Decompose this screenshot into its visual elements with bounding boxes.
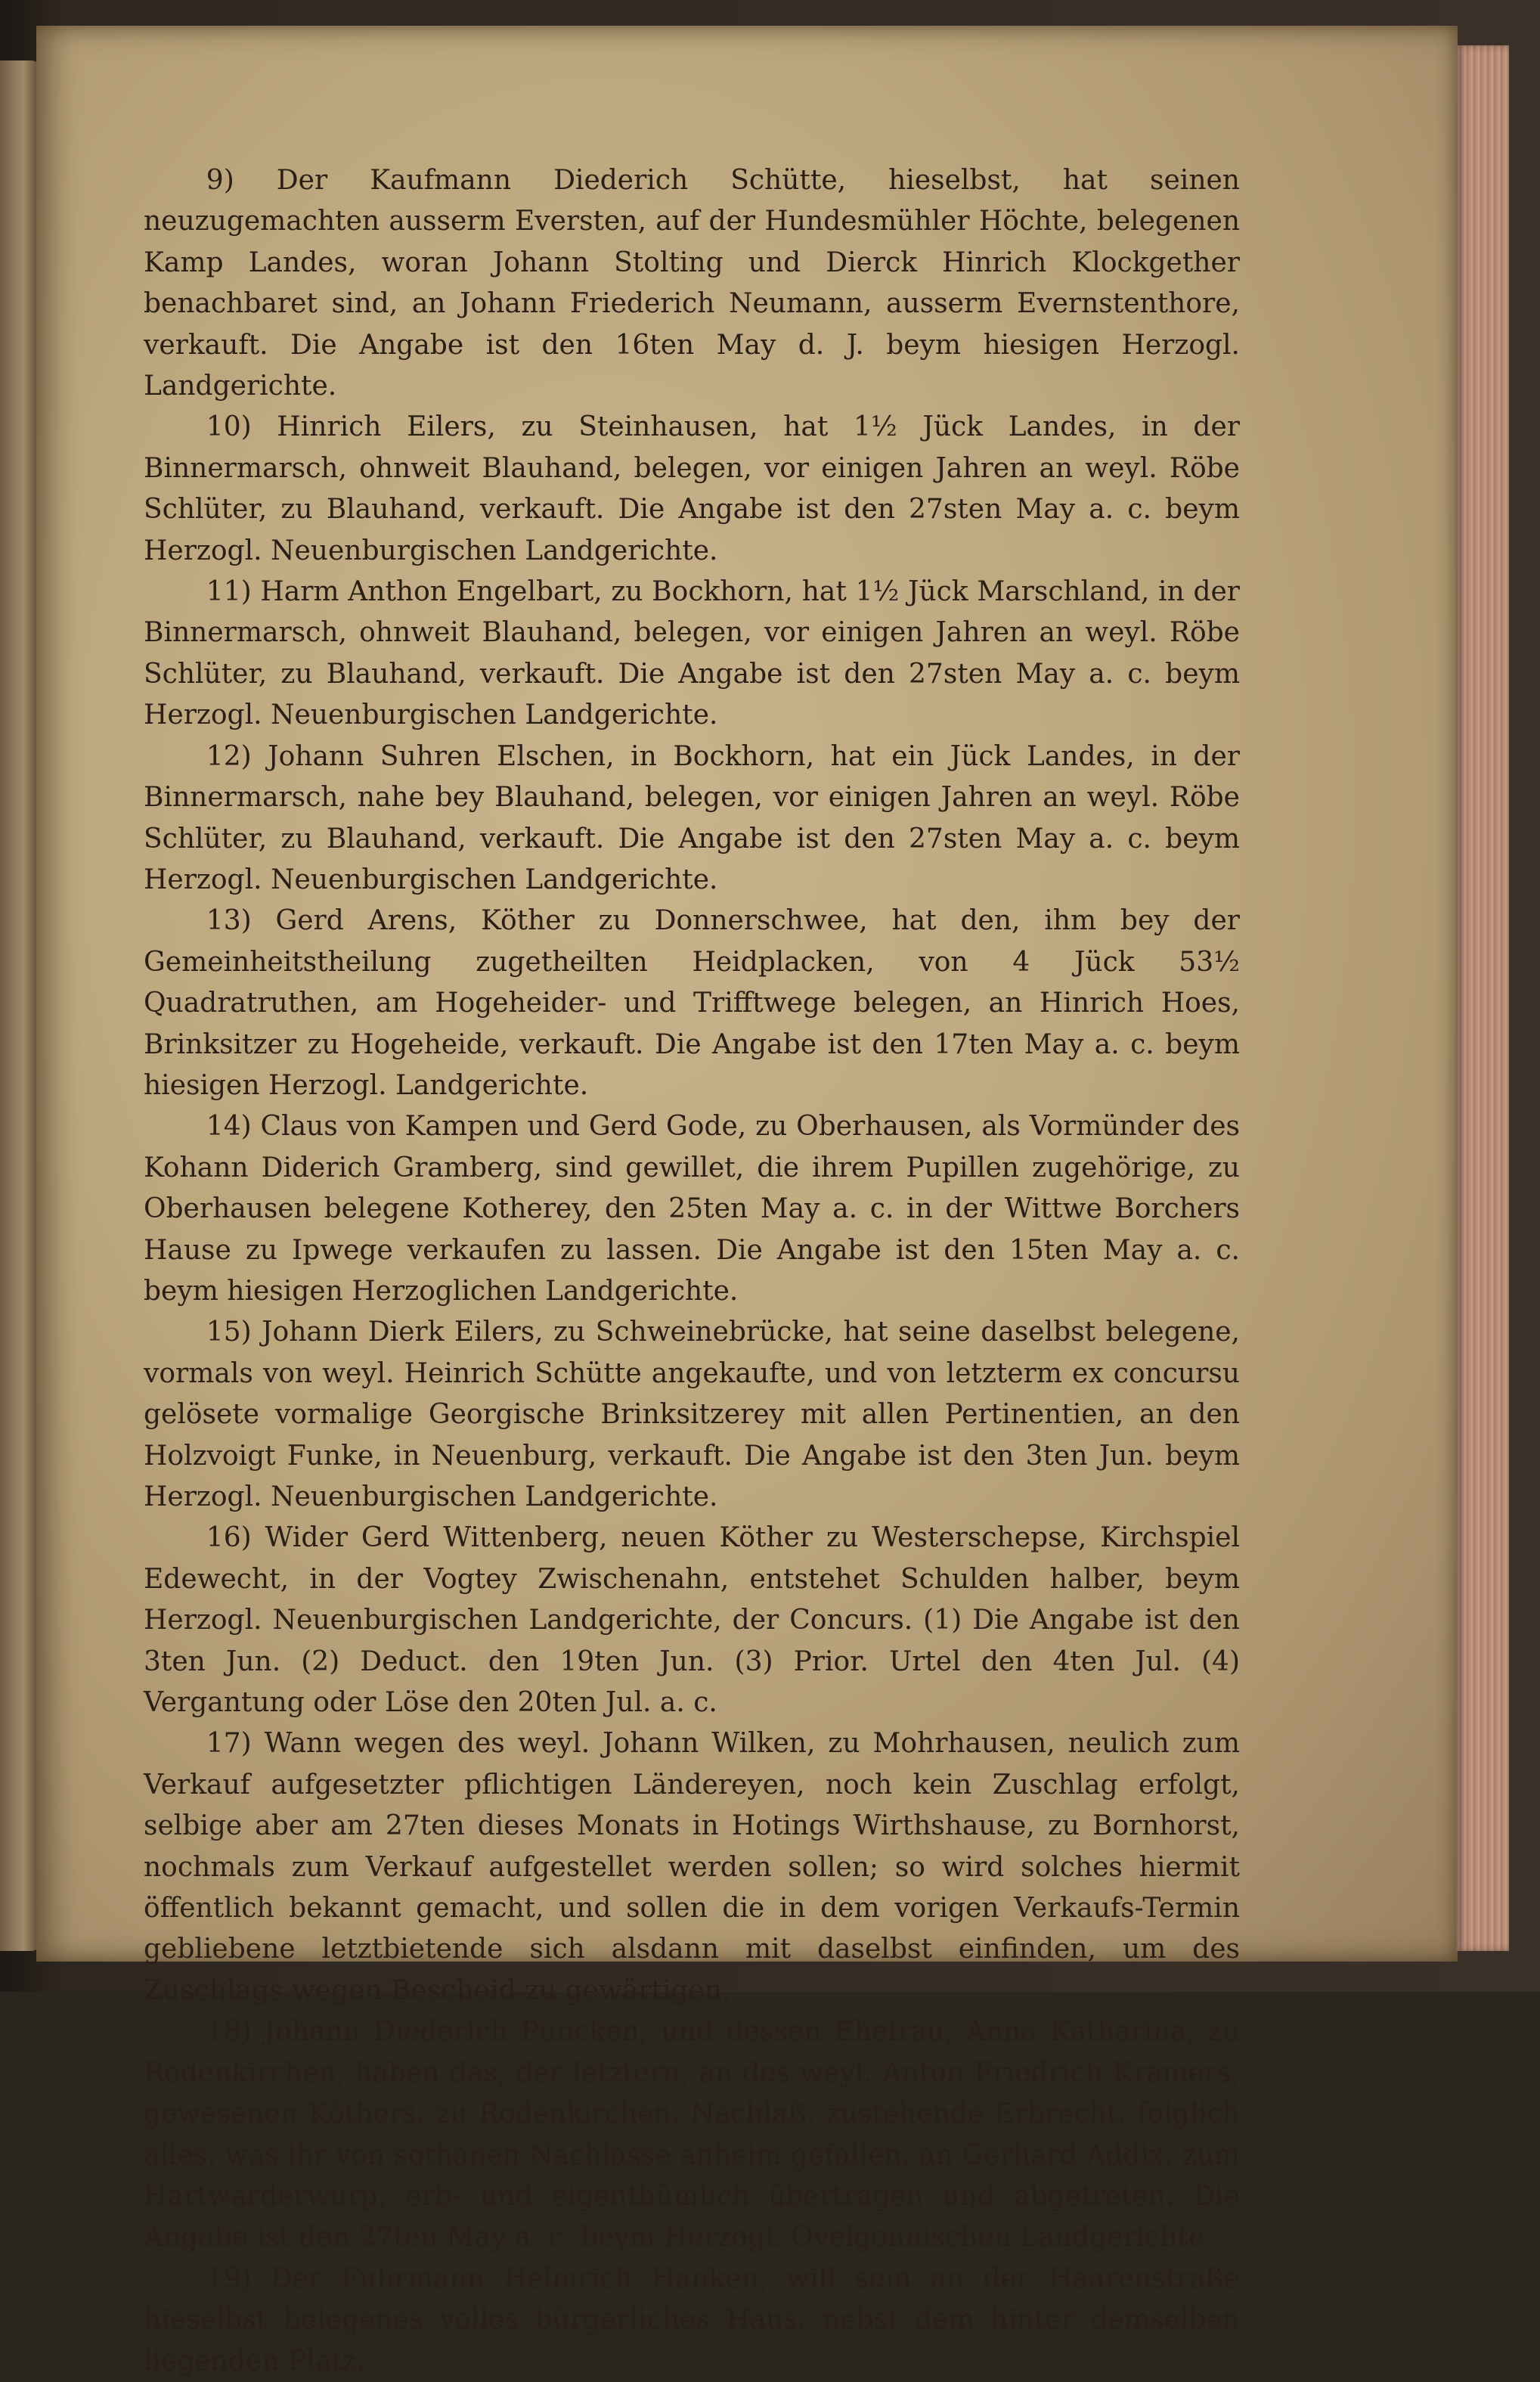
entry-16: 16) Wider Gerd Wittenberg, neuen Köther zu Westerschepse, Kirchspiel Edewecht, in der Vogtey Zwischenahn, entstehet Schulden halber, beym Herzogl. Neuenburgischen Landgerichte, der Concurs. (1) Die Angabe ist den 3ten Jun. (2) Deduct. den 19ten Jun. (3) Prior. Urtel den 4ten Jul. (4) Vergantung oder Löse den 20ten Jul. a. c. xyxy=(144,1522,1240,1719)
entry-9: 9) Der Kaufmann Diederich Schütte, hieselbst, hat seinen neuzugemachten ausserm Eversten, auf der Hundesmühler Höchte, belegenen Kamp Landes, woran Johann Stolting und Dierck Hinrich Klockgether benachbaret sind, an Johann Friederich Neumann, ausserm Evernstenthore, verkauft. Die Angabe ist den 16ten May d. J. beym hiesigen Herzogl. Landgerichte. xyxy=(144,165,1240,402)
entry-13: 13) Gerd Arens, Köther zu Donnerschwee, hat den, ihm bey der Gemeinheitstheilung zugetheilten Heidplacken, von 4 Jück 53½ Quadratruthen, am Hogeheider- und Trifftwege belegen, an Hinrich Hoes, Brinksitzer zu Hogeheide, verkauft. Die Angabe ist den 17ten May a. c. beym hiesigen Herzogl. Landgerichte. xyxy=(144,905,1240,1101)
entry-17: 17) Wann wegen des weyl. Johann Wilken, zu Mohrhausen, neulich zum Verkauf aufgesetzter pflichtigen Ländereyen, noch kein Zuschlag erfolgt, selbige aber am 27ten dieses Monats in Hotings Wirthshause, zu Bornhorst, nochmals zum Verkauf aufgestellet werden sollen; so wird solches hiermit öffentlich bekannt gemacht, und sollen die in dem vorigen Verkaufs-Termin gebliebene letztbietende sich alsdann mit daselbst einfinden, um des Zuschlags wegen Bescheid zu gewärtigen. xyxy=(144,1728,1240,2006)
entry-15: 15) Johann Dierk Eilers, zu Schweinebrücke, hat seine daselbst belegene, vormals von weyl. Heinrich Schütte angekaufte, und von letzterm ex concursu gelösete vormalige Georgische Brinksitzerey mit allen Pertinentien, an den Holzvoigt Funke, in Neuenburg, verkauft. Die Angabe ist den 3ten Jun. beym Herzogl. Neuenburgischen Landgerichte. xyxy=(144,1317,1240,1512)
text-block xyxy=(144,160,1240,2377)
entry-19: 19) Der Fuhrmann Helmrich Hanken, will sein an der Haarenstraße hieselbst belegenes volles bürgerliches Haus, nebst dem hinter demselben liegenden Platz, xyxy=(144,2263,1240,2377)
entry-14: 14) Claus von Kampen und Gerd Gode, zu Oberhausen, als Vormünder des Kohann Diderich Gramberg, sind gewillet, die ihrem Pupillen zugehörige, zu Oberhausen belegene Kotherey, den 25ten May a. c. in der Wittwe Borchers Hause zu Ipwege verkaufen zu lassen. Die Angabe ist den 15ten May a. c. beym hiesigen Herzoglichen Landgerichte. xyxy=(144,1111,1240,1307)
entry-11: 11) Harm Anthon Engelbart, zu Bockhorn, hat 1½ Jück Marschland, in der Binnermarsch, ohnweit Blauhand, belegen, vor einigen Jahren an weyl. Röbe Schlüter, zu Blauhand, verkauft. Die Angabe ist den 27sten May a. c. beym Herzogl. Neuenburgischen Landgerichte. xyxy=(144,576,1240,731)
entry-12: 12) Johann Suhren Elschen, in Bockhorn, hat ein Jück Landes, in der Binnermarsch, nahe bey Blauhand, belegen, vor einigen Jahren an weyl. Röbe Schlüter, zu Blauhand, verkauft. Die Angabe ist den 27sten May a. c. beym Herzogl. Neuenburgischen Landgerichte. xyxy=(144,740,1240,895)
entry-10: 10) Hinrich Eilers, zu Steinhausen, hat 1½ Jück Landes, in der Binnermarsch, ohnweit Blauhand, belegen, vor einigen Jahren an weyl. Röbe Schlüter, zu Blauhand, verkauft. Die Angabe ist den 27sten May a. c. beym Herzogl. Neuenburgischen Landgerichte. xyxy=(144,411,1240,566)
page-edges xyxy=(1456,45,1509,1951)
left-page-edge xyxy=(0,60,39,1951)
entry-18: 18) Johann Diederich Puncken, und dessen Ehefrau, Anna Katharina, zu Rodenkirchen, haben das, der letztern, an des weyl. Anton Friedrich Kramers, gewesenen Köthers, zu Rodenkirchen, Nachlaß, zustehende Erbrecht, folglich alles, was ihr von sothanen Nachlasse anheim gefallen, an Gerhard Addix, zum Hartwarderwurp, erb- und eigenthümlich übertragen und abgetreten. Die Angabe ist den 27ten May a. c. beym Herzogl. Ovelgonnischen Landgerichte. xyxy=(144,2016,1240,2253)
